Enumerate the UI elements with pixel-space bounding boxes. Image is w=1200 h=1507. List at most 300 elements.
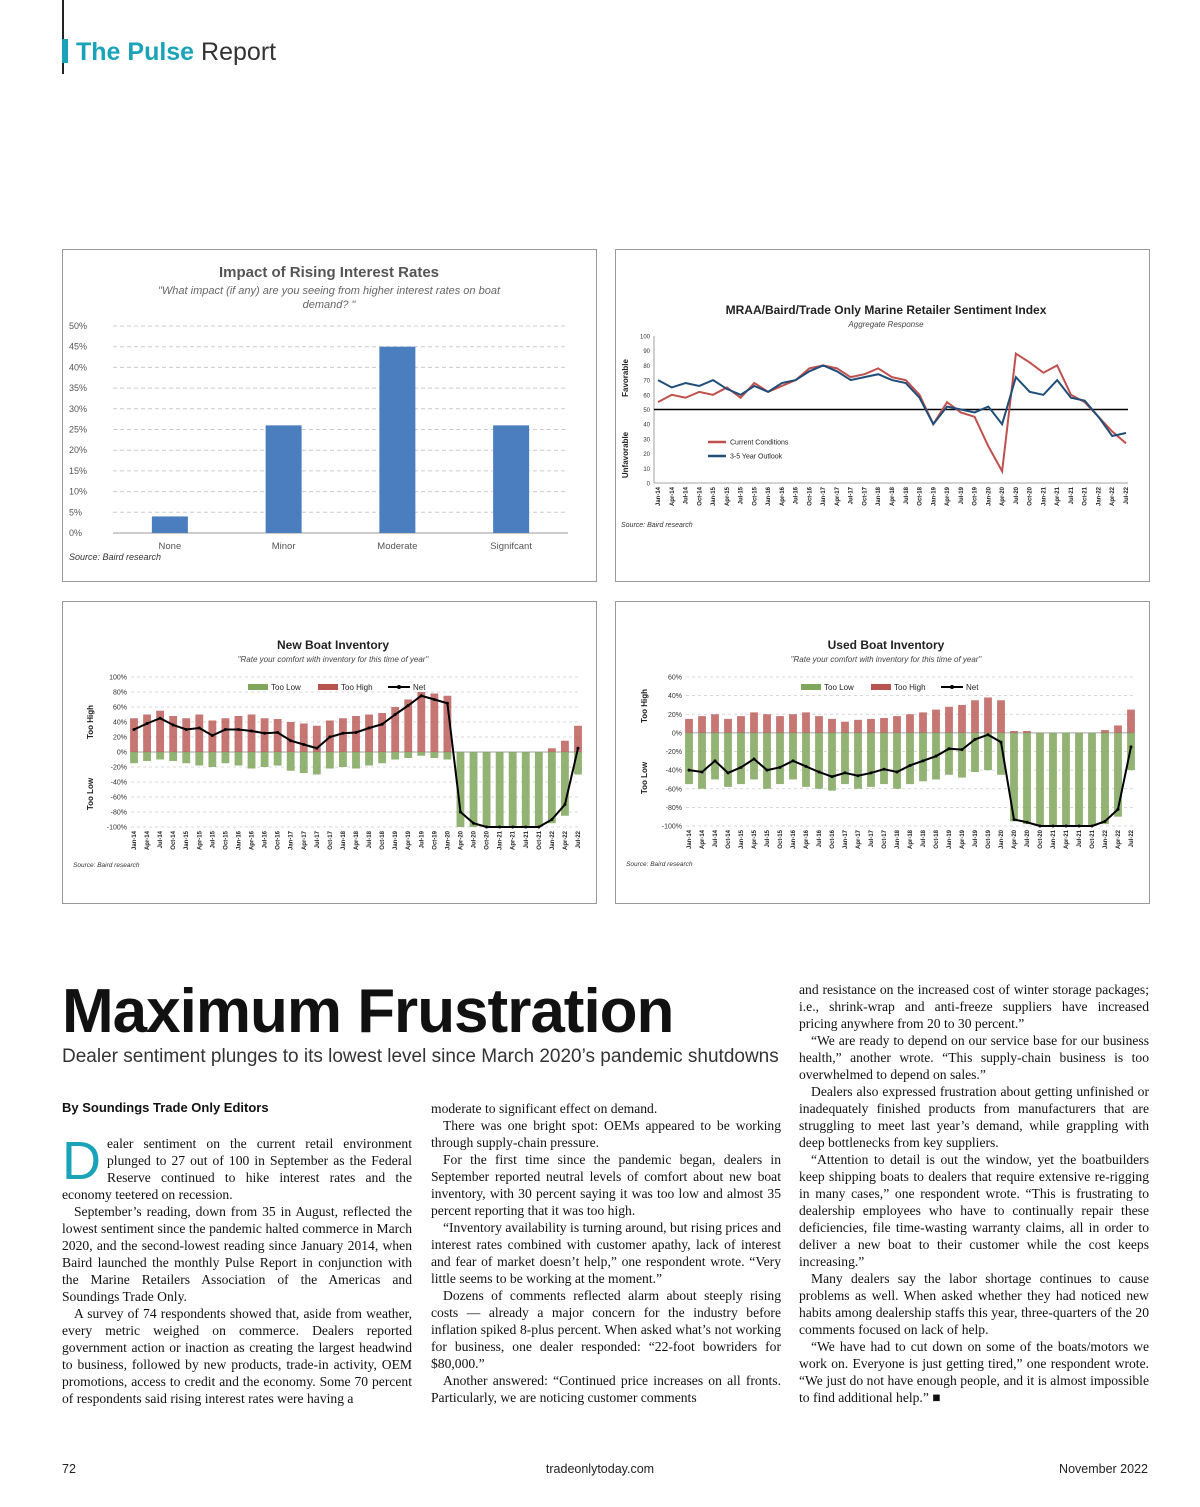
net-point <box>922 759 925 762</box>
x-tick-label: Jul-19 <box>419 831 426 849</box>
too-high-bar <box>1114 725 1122 732</box>
net-point <box>805 765 808 768</box>
too-low-bar <box>483 752 491 827</box>
net-point <box>948 747 951 750</box>
too-high-bar <box>339 718 347 752</box>
too-high-bar <box>737 716 745 733</box>
net-point <box>407 704 410 707</box>
too-high-bar <box>130 718 138 752</box>
interest-chart-subtitle-2: demand? " <box>302 299 356 311</box>
too-low-bar <box>326 752 334 769</box>
legend-label: Net <box>966 683 979 692</box>
net-point <box>1052 825 1055 828</box>
too-high-bar <box>958 705 966 733</box>
too-high-bar <box>724 719 732 733</box>
x-tick-label: Oct-17 <box>882 830 888 849</box>
y-tick-label: -40% <box>110 779 127 787</box>
net-point <box>792 759 795 762</box>
x-tick-label: Jul-18 <box>921 830 927 848</box>
used-inventory-chart <box>616 602 1149 903</box>
y-tick-label: 50 <box>643 408 650 414</box>
legend-label: Too Low <box>271 683 301 692</box>
net-point <box>485 826 488 829</box>
y-tick-label: -40% <box>665 767 682 775</box>
net-point <box>987 733 990 736</box>
x-tick-label: Jul-19 <box>958 487 965 505</box>
x-tick-label: Jul-17 <box>869 830 875 848</box>
x-tick-label: Jan-22 <box>549 831 556 851</box>
too-low-bar <box>522 752 530 827</box>
net-point <box>563 803 566 806</box>
x-tick-label: Apr-20 <box>1000 487 1007 507</box>
net-point <box>381 723 384 726</box>
y-tick-label: 60 <box>643 393 650 400</box>
x-tick-label: Jan-19 <box>393 831 400 851</box>
net-point <box>714 759 717 762</box>
y-tick-label: 40% <box>667 693 682 701</box>
x-tick-label: Apr-18 <box>890 487 896 507</box>
paragraph: ealer sentiment on the current retail environment plunged to 27 out of 100 in September as the Federal Reserve continued to hike interest rates and the economy teetered on recession. <box>62 1136 412 1202</box>
x-tick-label: Jan-14 <box>132 831 138 851</box>
x-tick-label: Jul-16 <box>817 830 823 848</box>
sentiment-ylabel-favorable: Favorable <box>621 359 630 397</box>
too-low-bar <box>300 752 308 773</box>
y-tick-label: 0 <box>646 481 650 488</box>
x-tick-label: Oct-15 <box>778 830 784 849</box>
x-tick-label: Oct-15 <box>752 487 759 506</box>
x-tick-label: Oct-17 <box>327 831 334 850</box>
sentiment-chart-source: Source: Baird research <box>621 522 693 529</box>
x-tick-label: Jan-14 <box>687 830 693 850</box>
net-point <box>289 739 292 742</box>
net-point <box>276 731 279 734</box>
paragraph: There was one bright spot: OEMs appeared to be working through supply-chain pressure. <box>431 1118 781 1150</box>
too-low-bar <box>880 733 888 784</box>
x-tick-label: Jul-17 <box>848 487 855 505</box>
x-tick-label: Signifcant <box>490 541 532 552</box>
too-low-bar <box>221 752 229 763</box>
x-tick-label: Jan-15 <box>184 831 191 851</box>
used-inventory-source: Source: Baird research <box>626 861 693 868</box>
paragraph: Many dealers say the labor shortage continues to cause problems as well. When asked whether they had noticed new habits among dealership staffs this year, three-quarters of the 20 comments focused on lack of help. <box>799 1271 1149 1337</box>
x-tick-label: Jul-18 <box>367 831 374 849</box>
too-low-bar <box>815 733 823 789</box>
too-high-bar <box>365 715 373 753</box>
x-tick-label: Jul-19 <box>973 830 979 848</box>
too-low-bar <box>548 752 556 823</box>
x-tick-label: Jul-22 <box>1124 487 1130 505</box>
net-point <box>727 771 730 774</box>
bar <box>493 425 529 533</box>
y-tick-label: 50% <box>69 321 88 331</box>
x-tick-label: Jan-21 <box>1041 487 1048 507</box>
x-tick-label: Oct-20 <box>484 831 491 850</box>
too-high-bar <box>750 712 758 732</box>
too-low-bar <box>417 752 425 756</box>
x-tick-label: Oct-15 <box>223 831 230 850</box>
too-high-bar <box>561 741 569 752</box>
net-point <box>459 811 462 814</box>
net-point <box>740 766 743 769</box>
too-high-bar <box>548 748 556 752</box>
net-point <box>1104 820 1107 823</box>
too-high-bar <box>195 715 203 753</box>
paragraph: “We are ready to depend on our service base for our business health,” another wrote. “This supply-chain business is too overwhelmed to depend on sales.” <box>799 1033 1149 1082</box>
x-tick-label: Apr-19 <box>960 830 966 850</box>
paragraph: “Attention to detail is out the window, yet the boatbuilders keep shipping boats to dealers that require extensive re-rigging in many cases,” one respondent wrote. “This is frustrating to dealership employees who have to continually repair these deficiencies, file time-wasting warranty claims, all in order to deliver a new boat to their customer while the cost keeps increasing.” <box>799 1152 1149 1269</box>
too-high-bar <box>1101 730 1109 733</box>
x-tick-label: Jul-22 <box>576 831 582 849</box>
y-tick-label: 90 <box>643 349 650 356</box>
new-inventory-chart-panel <box>62 601 597 904</box>
x-tick-label: Apr-19 <box>945 487 952 507</box>
too-high-bar <box>221 718 229 752</box>
net-point <box>133 728 136 731</box>
too-low-bar <box>854 733 862 789</box>
x-tick-label: Jul-15 <box>738 487 745 505</box>
x-tick-label: Oct-21 <box>1082 487 1089 506</box>
x-tick-label: Jul-20 <box>1013 487 1020 505</box>
x-tick-label: Jul-20 <box>1025 830 1031 848</box>
too-high-bar <box>893 716 901 733</box>
net-point <box>766 769 769 772</box>
net-point <box>198 727 201 730</box>
too-low-bar <box>841 733 849 784</box>
net-point <box>250 730 253 733</box>
y-tick-label: -80% <box>665 804 682 812</box>
article-column-1 <box>62 1131 412 1407</box>
x-tick-label: Oct-18 <box>917 487 924 506</box>
too-high-bar <box>945 707 953 733</box>
too-low-bar <box>1075 733 1083 826</box>
headline: Maximum Frustration <box>62 977 674 1046</box>
paragraph: September’s reading, down from 35 in August, reflected the lowest sentiment since the pandemic halted commerce in March 2020, and the second-lowest reading since January 2014, when Baird launched the monthly Pulse Report in conjunction with the Marine Retailers Association of the Americas and Soundings Trade Only. <box>62 1204 412 1304</box>
used-inventory-ylabel-high: Too High <box>640 688 649 724</box>
too-low-bar <box>535 752 543 827</box>
y-tick-label: -60% <box>110 794 127 802</box>
too-low-bar <box>391 752 399 760</box>
too-high-bar <box>685 719 693 733</box>
net-point <box>779 766 782 769</box>
net-point <box>394 713 397 716</box>
too-high-bar <box>274 719 282 752</box>
new-inventory-chart <box>63 602 596 903</box>
net-point <box>237 728 240 731</box>
article-column-3 <box>799 981 1149 1406</box>
legend-marker <box>397 685 401 689</box>
x-tick-label: Jan-16 <box>766 487 773 507</box>
too-low-bar <box>404 752 412 758</box>
x-tick-label: Jan-18 <box>895 830 901 850</box>
too-high-bar <box>932 710 940 733</box>
x-tick-label: Apr-21 <box>510 831 517 851</box>
deck: Dealer sentiment plunges to its lowest level since March 2020’s pandemic shutdowns <box>62 1046 779 1067</box>
x-tick-label: Jul-14 <box>158 831 165 849</box>
too-low-bar <box>274 752 282 766</box>
too-low-bar <box>182 752 190 763</box>
net-point <box>753 757 756 760</box>
too-low-bar <box>711 733 719 780</box>
x-tick-label: Minor <box>271 541 296 552</box>
x-tick-label: Apr-15 <box>752 830 758 850</box>
y-tick-label: 20 <box>643 452 650 459</box>
legend-swatch <box>318 684 338 690</box>
y-tick-label: 40 <box>643 422 650 429</box>
too-low-bar <box>1114 733 1122 817</box>
legend-swatch <box>871 684 891 690</box>
net-point <box>688 769 691 772</box>
x-tick-label: Jan-15 <box>739 830 745 850</box>
paragraph: and resistance on the increased cost of winter storage packages; i.e., shrink-wrap and anti-freeze suppliers have increased pricing anywhere from 20 to 30 percent.” <box>799 982 1149 1031</box>
y-tick-label: 15% <box>69 465 88 476</box>
sentiment-chart-panel <box>615 249 1150 582</box>
x-tick-label: Apr-21 <box>1055 487 1062 507</box>
x-tick-label: Jan-19 <box>947 830 953 850</box>
too-high-bar <box>261 718 269 752</box>
x-tick-label: Apr-21 <box>1064 830 1070 850</box>
x-tick-label: Oct-14 <box>726 830 732 849</box>
too-high-bar <box>698 716 706 733</box>
y-tick-label: 60% <box>667 674 682 682</box>
net-point <box>577 747 580 750</box>
bar <box>266 425 302 533</box>
x-tick-label: Apr-20 <box>1012 830 1018 850</box>
x-tick-label: Oct-17 <box>862 487 869 506</box>
x-tick-label: Jul-22 <box>1129 830 1135 848</box>
net-point <box>1117 808 1120 811</box>
net-point <box>1091 825 1094 828</box>
too-high-bar <box>906 714 914 733</box>
y-tick-label: 20% <box>69 445 88 456</box>
y-tick-label: -100% <box>106 824 127 832</box>
too-high-bar <box>235 716 243 752</box>
footer-date: November 2022 <box>1059 1462 1148 1476</box>
x-tick-label: Oct-19 <box>986 830 992 849</box>
footer-site: tradeonlytoday.com <box>545 1462 655 1476</box>
y-tick-label: 80% <box>112 689 127 697</box>
y-tick-label: -100% <box>661 823 682 831</box>
net-point <box>909 764 912 767</box>
paragraph: Dealers also expressed frustration about getting unfinished or inadequately finished products from manufacturers that are struggling to meet last year’s demand, while grappling with deep bottlenecks from key suppliers. <box>799 1084 1149 1150</box>
net-point <box>857 774 860 777</box>
too-low-bar <box>352 752 360 769</box>
too-high-bar <box>984 697 992 732</box>
legend-marker <box>950 685 954 689</box>
too-high-bar <box>248 715 256 753</box>
net-point <box>1000 741 1003 744</box>
x-tick-label: Apr-16 <box>804 830 810 850</box>
x-tick-label: Apr-14 <box>669 487 676 507</box>
too-low-bar <box>143 752 151 761</box>
too-low-bar <box>893 733 901 789</box>
x-tick-label: Apr-18 <box>354 831 360 851</box>
x-tick-label: Jul-16 <box>262 831 269 849</box>
paragraph: A survey of 74 respondents showed that, aside from weather, every metric weighed on commerce. Dealers reported government action or inaction as creating the largest headwind to business, followed by new products, trade-in activity, OEM promotions, access to credit and the economy. Some 70 percent of respondents said rising interest rates were having a <box>62 1306 412 1406</box>
too-low-bar <box>156 752 164 760</box>
too-low-bar <box>789 733 797 780</box>
used-inventory-title: Used Boat Inventory <box>827 638 945 652</box>
net-point <box>1039 825 1042 828</box>
x-tick-label: Jul-15 <box>765 830 771 848</box>
sentiment-chart-title: MRAA/Baird/Trade Only Marine Retailer Sentiment Index <box>725 303 1047 317</box>
net-point <box>1065 825 1068 828</box>
too-low-bar <box>496 752 504 827</box>
legend-label: Too Low <box>824 683 854 692</box>
net-point <box>844 771 847 774</box>
sentiment-chart-subtitle: Aggregate Response <box>848 320 924 329</box>
new-inventory-title: New Boat Inventory <box>276 638 390 652</box>
too-high-bar <box>182 718 190 752</box>
net-point <box>341 732 344 735</box>
too-low-bar <box>984 733 992 770</box>
x-tick-label: Jan-17 <box>288 831 295 851</box>
used-inventory-ylabel-low: Too Low <box>640 761 649 795</box>
net-point <box>883 768 886 771</box>
too-high-bar <box>1023 731 1031 733</box>
x-tick-label: Apr-22 <box>1110 487 1117 507</box>
too-high-bar <box>854 720 862 733</box>
x-tick-label: Jan-21 <box>497 831 504 851</box>
x-tick-label: Jul-21 <box>1077 830 1083 848</box>
drop-cap: D <box>62 1131 101 1191</box>
x-tick-label: Apr-22 <box>1116 830 1122 850</box>
y-tick-label: -20% <box>665 749 682 756</box>
interest-chart <box>63 250 596 581</box>
net-point <box>550 818 553 821</box>
byline: By Soundings Trade Only Editors <box>62 1100 269 1115</box>
y-tick-label: -60% <box>665 786 682 794</box>
net-point <box>524 826 527 829</box>
too-high-bar <box>143 715 151 753</box>
too-high-bar <box>867 719 875 733</box>
too-high-bar <box>919 712 927 732</box>
y-tick-label: 20% <box>667 711 682 719</box>
new-inventory-ylabel-low: Too Low <box>86 777 95 811</box>
y-tick-label: 100 <box>639 334 650 341</box>
net-point <box>974 738 977 741</box>
too-high-bar <box>828 719 836 733</box>
y-tick-label: 35% <box>69 383 88 394</box>
new-inventory-source: Source: Baird research <box>73 862 140 869</box>
series-line <box>658 354 1126 472</box>
too-low-bar <box>919 733 927 781</box>
too-low-bar <box>906 733 914 784</box>
too-low-bar <box>430 752 438 758</box>
x-tick-label: Oct-20 <box>1038 830 1044 849</box>
x-tick-label: Oct-16 <box>807 487 814 506</box>
too-high-bar <box>169 716 177 752</box>
too-low-bar <box>378 752 386 763</box>
interest-chart-panel <box>62 249 597 582</box>
x-tick-label: Oct-18 <box>380 831 387 850</box>
legend-label: Net <box>413 683 426 692</box>
x-tick-label: Apr-19 <box>406 831 413 851</box>
too-low-bar <box>365 752 373 766</box>
x-tick-label: Jul-16 <box>793 487 800 505</box>
x-tick-label: Apr-16 <box>249 831 256 851</box>
y-tick-label: 10 <box>643 466 650 473</box>
x-tick-label: Apr-16 <box>779 487 786 507</box>
x-tick-label: Jan-16 <box>791 830 797 850</box>
header-brand-light: Report <box>201 38 277 66</box>
too-low-bar <box>248 752 256 769</box>
interest-chart-source: Source: Baird research <box>69 552 162 562</box>
x-tick-label: Jul-17 <box>314 831 321 849</box>
y-tick-label: 0% <box>69 528 83 538</box>
too-low-bar <box>339 752 347 767</box>
new-inventory-subtitle: "Rate your comfort with inventory for this time of year" <box>237 655 429 664</box>
y-tick-label: 40% <box>69 362 88 373</box>
too-low-bar <box>313 752 321 775</box>
too-low-bar <box>1049 733 1057 826</box>
legend-label: Too High <box>341 683 373 692</box>
net-point <box>1130 745 1133 748</box>
y-tick-label: 30% <box>69 403 88 414</box>
sentiment-ylabel-unfavorable: Unfavorable <box>621 431 630 479</box>
paragraph: moderate to significant effect on demand. <box>431 1101 658 1116</box>
net-point <box>511 826 514 829</box>
x-tick-label: Jul-14 <box>713 830 719 848</box>
too-low-bar <box>287 752 295 771</box>
net-point <box>1013 818 1016 821</box>
x-tick-label: Apr-15 <box>197 831 204 851</box>
legend-label: Too High <box>894 683 926 692</box>
too-low-bar <box>724 733 732 787</box>
x-tick-label: None <box>158 541 182 552</box>
x-tick-label: Oct-19 <box>972 487 979 506</box>
net-point <box>433 698 436 701</box>
net-point <box>355 731 358 734</box>
too-high-bar <box>763 714 771 733</box>
too-high-bar <box>430 694 438 753</box>
x-tick-label: Jul-18 <box>903 487 910 505</box>
net-point <box>446 702 449 705</box>
net-point <box>831 775 834 778</box>
y-tick-label: 60% <box>112 704 127 712</box>
x-tick-label: Oct-16 <box>275 831 282 850</box>
x-tick-label: Jan-16 <box>236 831 243 851</box>
net-point <box>472 822 475 825</box>
page-number: 72 <box>62 1462 76 1476</box>
paragraph: Another answered: “Continued price increases on all fronts. Particularly, we are noticing customer comments <box>431 1373 781 1405</box>
x-tick-label: Oct-21 <box>1090 830 1096 849</box>
net-point <box>368 727 371 730</box>
x-tick-label: Jan-14 <box>656 487 662 507</box>
x-tick-label: Apr-17 <box>301 831 308 851</box>
y-tick-label: 40% <box>112 719 127 727</box>
new-inventory-ylabel-high: Too High <box>86 704 95 740</box>
too-high-bar <box>287 722 295 752</box>
net-point <box>328 736 331 739</box>
too-low-bar <box>208 752 216 767</box>
x-tick-label: Apr-14 <box>145 831 152 851</box>
net-point <box>185 728 188 731</box>
x-tick-label: Apr-15 <box>724 487 731 507</box>
y-tick-label: 5% <box>69 507 83 518</box>
too-low-bar <box>235 752 243 766</box>
used-inventory-subtitle: "Rate your comfort with inventory for this time of year" <box>790 655 982 664</box>
y-tick-label: 10% <box>69 486 88 497</box>
legend-label: Current Conditions <box>730 439 789 447</box>
x-tick-label: Jan-22 <box>1103 830 1109 850</box>
too-high-bar <box>300 724 308 753</box>
net-point <box>701 770 704 773</box>
too-low-bar <box>1101 733 1109 824</box>
net-point <box>263 732 266 735</box>
net-point <box>1026 821 1029 824</box>
too-low-bar <box>828 733 836 791</box>
x-tick-label: Jan-18 <box>340 831 347 851</box>
